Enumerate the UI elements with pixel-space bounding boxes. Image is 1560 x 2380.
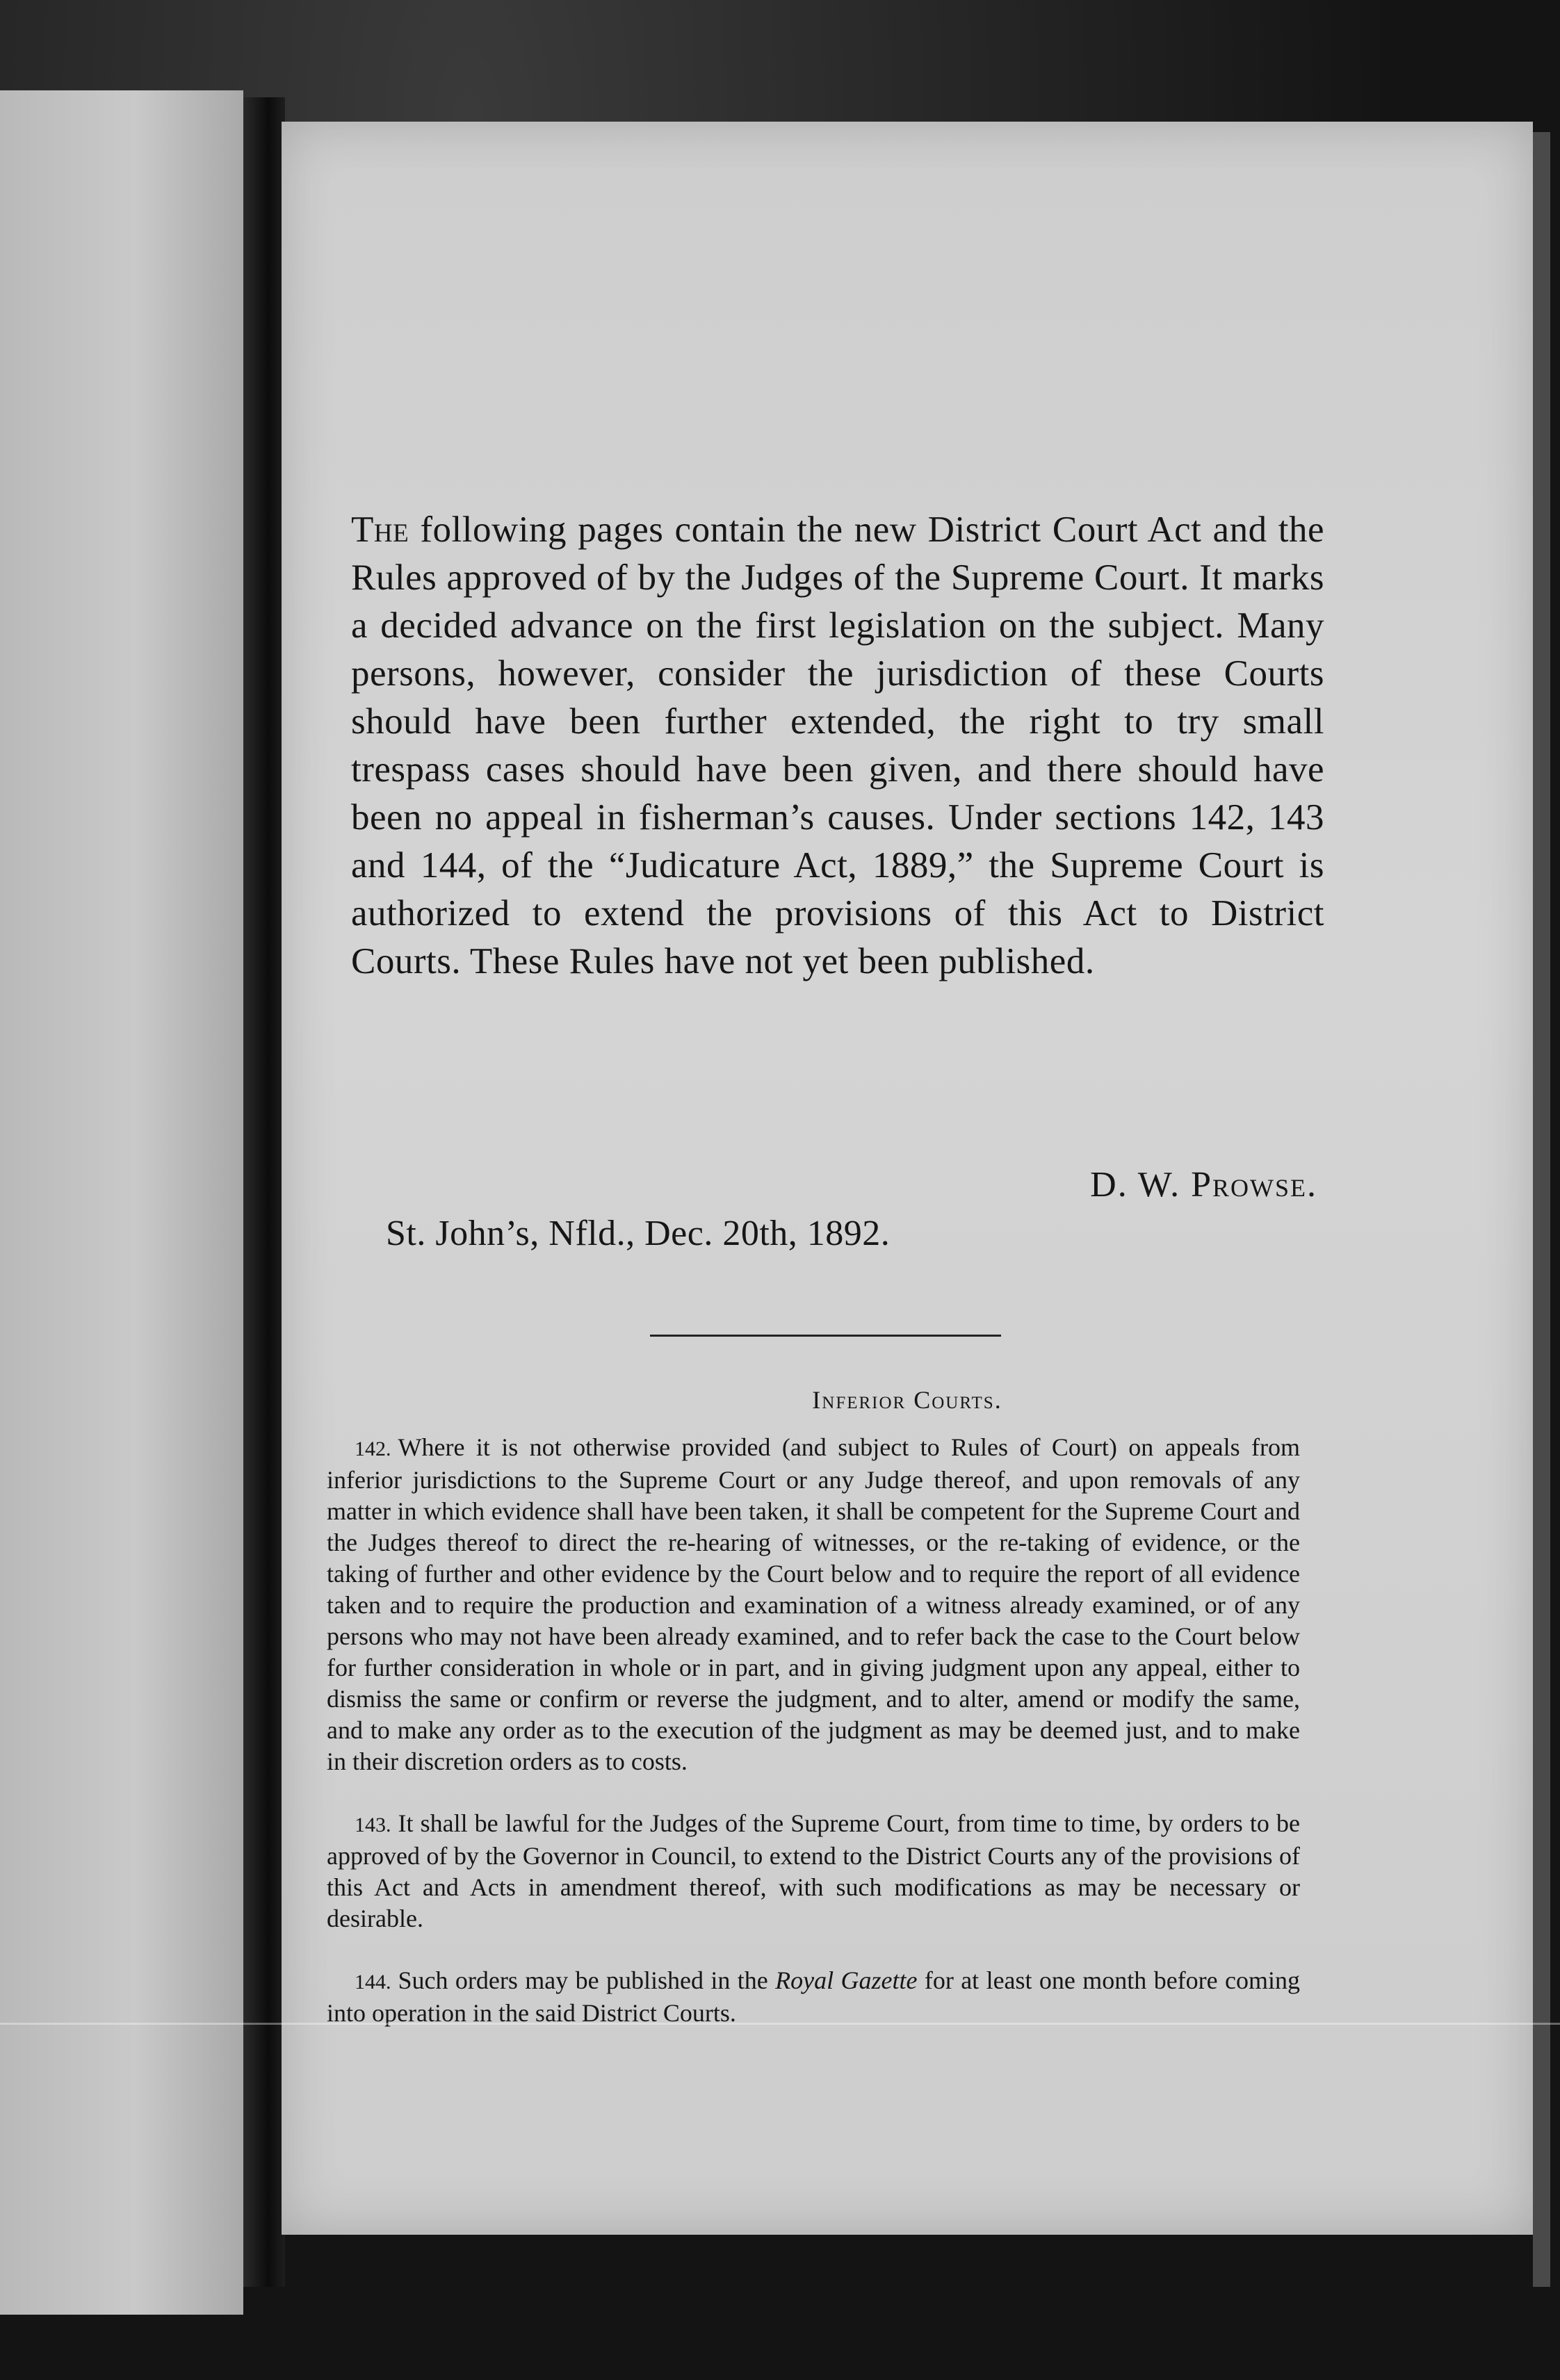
author-signature: D. W. Prowse. [1090,1165,1317,1205]
document-page [282,122,1533,2235]
section-text-after: for at least one month before coming into operation in the said District Courts. [327,1966,1300,2027]
page-edge [1533,132,1550,2287]
royal-gazette-title: Royal Gazette [775,1966,918,1994]
scan-artifact-line [0,2023,1560,2025]
section-text: It shall be lawful for the Judges of the Supreme Court, from time to time, by orders to be approved of by the Governor in Council, to extend to the District Courts any of the provisions of this Act and Acts in amendment thereof, with such modifications as may be necessary or desirable. [327,1809,1300,1932]
intro-paragraph [351,506,1324,986]
intro-first-word: The [351,510,409,550]
section-number: 142. [355,1437,391,1460]
section-143 [327,1808,1300,1934]
section-heading: Inferior Courts. [812,1386,1002,1414]
section-number: 144. [355,1971,391,1994]
section-text: Where it is not otherwise provided (and subject to Rules of Court) on appeals from inferior jurisdictions to the Supreme Court or any Judge thereof, and upon removals of any matter in which evidence shall have been taken, it shall be competent for the Supreme Court and the Judges thereof to direct the re-hearing of witnesses, or the re-taking of evidence, or the taking of further and other evidence by the Court below and to require the report of all evidence taken and to require the production and examination of a witness already examined, or of any persons who may not have been already examined, and to refer back the case to the Court below for further consideration in whole or in part, and in giving judgment upon any appeal, either to dismiss the same or confirm or reverse the judgment, and to alter, amend or modify the same, and to make any order as to the execution of the judgment as may be deemed just, and to make in their discretion orders as to costs. [327,1433,1300,1775]
dateline: St. John’s, Nfld., Dec. 20th, 1892. [386,1214,891,1253]
section-text-before: Such orders may be published in the [398,1966,768,1994]
intro-text: following pages contain the new District Court Act and the Rules approved of by the Judges of the Supreme Court. It marks a decided advance on the first legislation on the subject. Many persons, however, consider the jurisdiction of these Courts should have been further extended, the right to try small trespass cases should have been given, and there should have been no appeal in fisherman’s causes. Under sections 142, 143 and 144, of the “Judicature Act, 1889,” the Supreme Court is authorized to extend the provisions of this Act to District Courts. These Rules have not yet been published. [351,510,1325,981]
facing-page [0,90,243,2315]
statute-sections [327,1432,1300,2060]
section-number: 143. [355,1813,391,1836]
section-144 [327,1965,1300,2029]
section-142 [327,1432,1300,1777]
section-divider [650,1335,1001,1337]
book-spine [243,97,285,2287]
